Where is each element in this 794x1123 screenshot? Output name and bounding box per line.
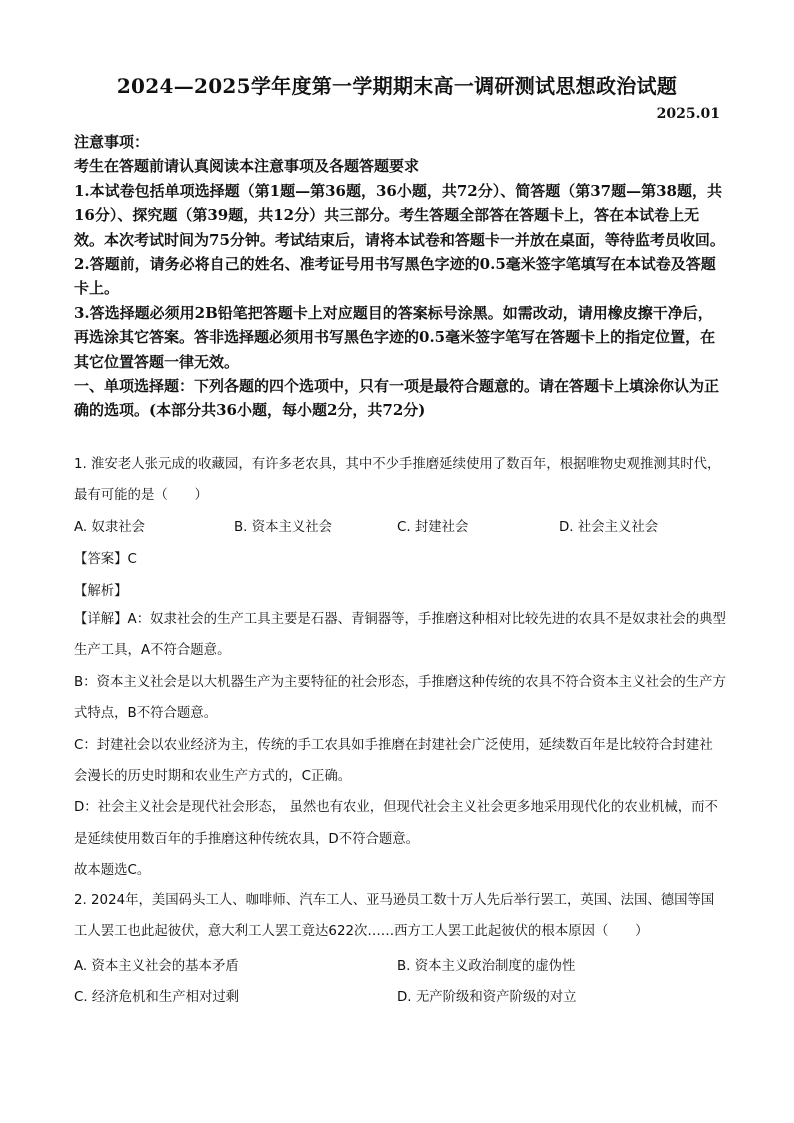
- analysis-paragraph-d: D：社会主义社会是现代社会形态， 虽然也有农业，但现代社会主义社会更多地采用现代化的农业机械，而不是延续使用数百年的手推磨这种传统农具，D不符合题意。: [74, 800, 718, 847]
- q2-option-a: A. 资本主义社会的基本矛盾: [74, 959, 239, 974]
- analysis-conclusion: 故本题选C。: [74, 863, 151, 879]
- q1-option-c: C. 封建社会: [397, 520, 469, 535]
- q1-option-b: B. 资本主义社会: [234, 520, 333, 535]
- q1-analysis-label: 【解析】: [74, 584, 128, 599]
- q2-option-b: B. 资本主义政治制度的虚伪性: [397, 959, 576, 974]
- q1-option-a: A. 奴隶社会: [74, 520, 145, 535]
- question-2-options: [74, 955, 726, 1015]
- q2-option-c: C. 经济危机和生产相对过剩: [74, 990, 240, 1005]
- notice-section: [74, 130, 726, 423]
- question-1-stem: 1. 淮安老人张元成的收藏园，有许多老农具，其中不少手推磨延续使用了数百年，根据唯物史观推测其时代，最有可能的是（ ）: [74, 457, 721, 504]
- exam-date: 2025.01: [656, 106, 720, 122]
- question-2-stem: 2. 2024年，美国码头工人、咖啡师、汽车工人、亚马逊员工数十万人先后举行罢工，英国、法国、德国等国工人罢工也此起彼伏，意大利工人罢工竟达622次……西方工人罢工此起彼伏的根本原因（ ）: [74, 893, 715, 940]
- q1-analysis: [74, 604, 726, 887]
- analysis-paragraph-a: 【详解】A：奴隶社会的生产工具主要是石器、青铜器等，手推磨这种相对比较先进的农具不是奴隶社会的典型生产工具，A不符合题意。: [74, 612, 726, 659]
- notice-item-1: 1.本试卷包括单项选择题（第1题—第36题，36小题，共72分）、简答题（第37题—第38题，共16分）、探究题（第39题，共12分）共三部分。考生答题全部答在答题卡上，答在本试卷上无效。本次考试时间为75分钟。考试结束后，请将本试卷和答题卡一并放在桌面，等待监考员收回。: [74, 181, 725, 249]
- q2-option-d: D. 无产阶级和资产阶级的对立: [397, 990, 577, 1005]
- analysis-paragraph-b: B：资本主义社会是以大机器生产为主要特征的社会形态，手推磨这种传统的农具不符合资本主义社会的生产方式特点，B不符合题意。: [74, 674, 726, 722]
- notice-heading: 注意事项：: [74, 133, 150, 151]
- analysis-paragraph-c: C：封建社会以农业经济为主，传统的手工农具如手推磨在封建社会广泛使用，延续数百年是比较符合封建社会漫长的历史时期和农业生产方式的，C正确。: [74, 737, 713, 785]
- notice-item-3: 3.答选择题必须用2B铅笔把答题卡上对应题目的答案标号涂黑。如需改动，请用橡皮擦干净后，再选涂其它答案。答非选择题必须用书写黑色字迹的0.5毫米签字笔写在答题卡上的指定位置，在其它位置答题一律无效。: [74, 303, 716, 371]
- q1-answer: 【答案】C: [74, 552, 137, 567]
- q1-option-d: D. 社会主义社会: [559, 520, 659, 535]
- section-heading: 一、单项选择题：下列各题的四个选项中，只有一项是最符合题意的。请在答题卡上填涂你认为正确的选项。(本部分共36小题，每小题2分，共72分): [74, 377, 720, 420]
- document-title: 2024—2025学年度第一学期期末高一调研测试思想政治试题: [116, 74, 678, 98]
- notice-intro: 考生在答题前请认真阅读本注意事项及各题答题要求: [74, 157, 420, 176]
- notice-item-2: 2.答题前，请务必将自己的姓名、准考证号用书写黑色字迹的0.5毫米签字笔填写在本试卷及答题卡上。: [74, 255, 716, 298]
